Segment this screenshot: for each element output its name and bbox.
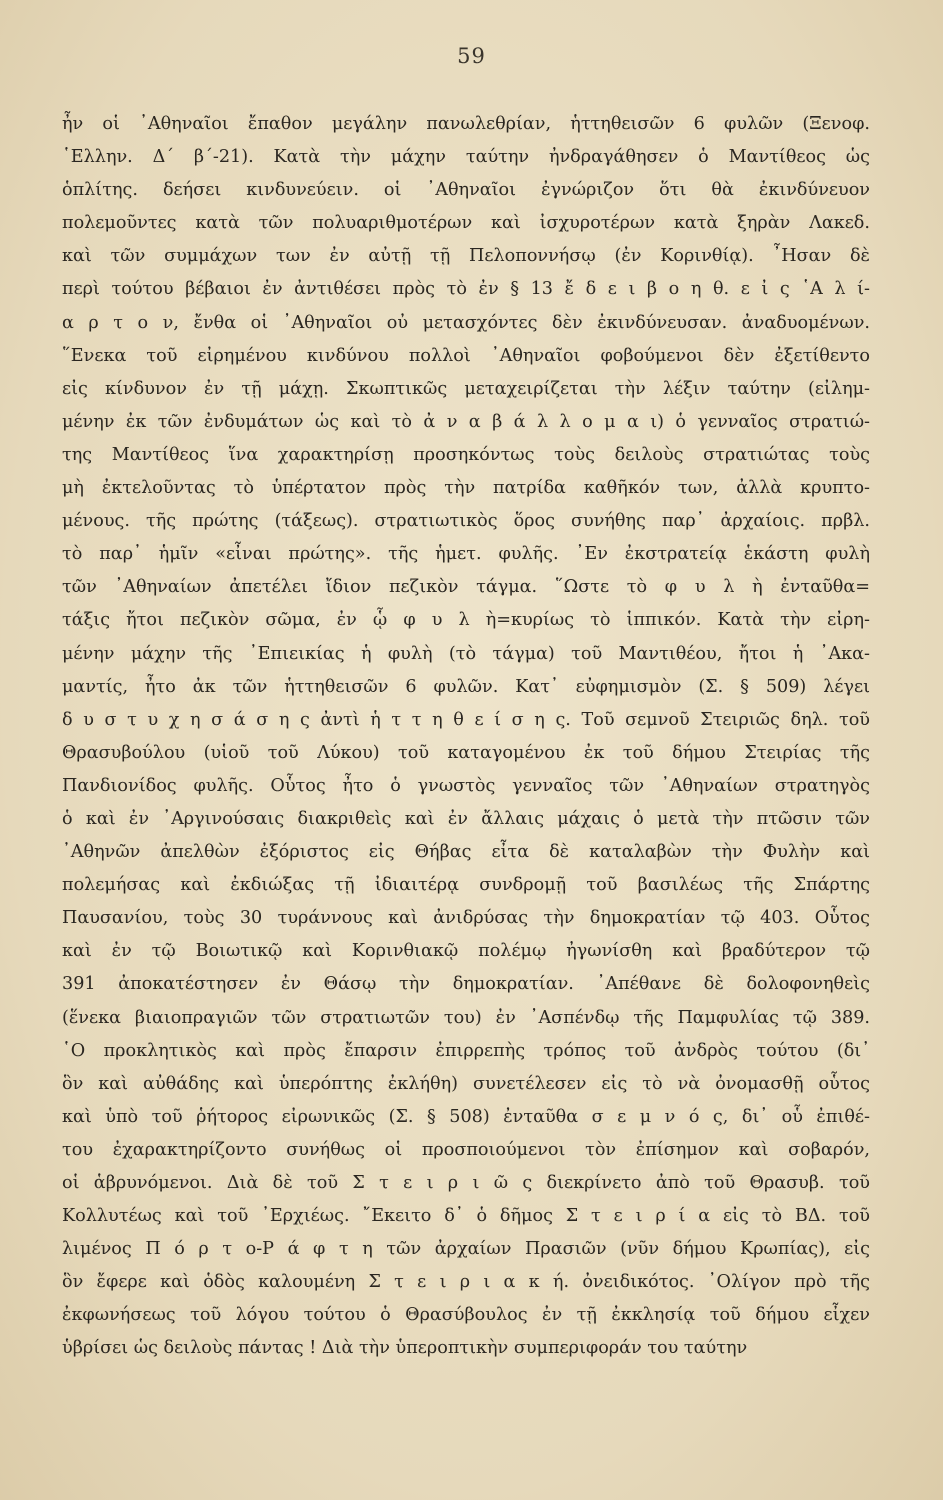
text-line: Παυσανίου, τοὺς 30 τυράννους καὶ ἀνιδρύσας τὴν δημοκρατίαν τῷ 403. Οὗτος xyxy=(62,908,870,929)
text-line: ὑβρίσει ὡς δειλοὺς πάντας ! Διὰ τὴν ὑπεροπτικὴν συμπεριφοράν του ταύτην xyxy=(62,1338,748,1359)
text-line: μένην μάχην τῆς ᾿Επιεικίας ἡ φυλὴ (τὸ τάγμα) τοῦ Μαντιθέου, ἤτοι ἡ ᾿Ακα- xyxy=(62,643,870,664)
text-line: ὁπλίτης. δεήσει κινδυνεύειν. οἱ ᾿Αθηναῖοι ἐγνώριζον ὅτι θὰ ἐκινδύνευον xyxy=(62,180,870,201)
text-line: λιμένος Π ό ρ τ ο-Ρ ά φ τ η τῶν ἀρχαίων Πρασιῶν (νῦν δήμου Κρωπίας), εἰς xyxy=(62,1239,870,1260)
text-line: τὸ παρ᾿ ἡμῖν «εἶναι πρώτης». τῆς ἡμετ. φυλῆς. ᾿Εν ἐκστρατείᾳ ἑκάστη φυλὴ xyxy=(62,544,870,565)
text-line: Κολλυτέως καὶ τοῦ ᾿Ερχιέως. ῎Εκειτο δ᾿ ὁ δῆμος Σ τ ε ι ρ ί α εἰς τὸ ΒΔ. τοῦ xyxy=(62,1206,870,1227)
body-text xyxy=(62,108,870,1366)
text-line: πολεμήσας καὶ ἐκδιώξας τῇ ἰδιαιτέρᾳ συνδρομῇ τοῦ βασιλέως τῆς Σπάρτης xyxy=(62,875,870,896)
text-line: μαντίς, ἦτο ἀκ τῶν ἡττηθεισῶν 6 φυλῶν. Κατ᾿ εὐφημισμὸν (Σ. § 509) λέγει xyxy=(62,676,870,697)
text-line: καὶ τῶν συμμάχων των ἐν αὐτῇ τῇ Πελοποννήσῳ (ἐν Κορινθίᾳ). ῏Ησαν δὲ xyxy=(62,246,870,267)
text-line: Θρασυβούλου (υἱοῦ τοῦ Λύκου) τοῦ καταγομένου ἐκ τοῦ δήμου Στειρίας τῆς xyxy=(62,742,870,763)
text-line: 391 ἀποκατέστησεν ἐν Θάσῳ τὴν δημοκρατίαν. ᾿Απέθανε δὲ δολοφονηθεὶς xyxy=(62,974,870,995)
text-line: πολεμοῦντες κατὰ τῶν πολυαριθμοτέρων καὶ ἰσχυροτέρων κατὰ ξηρὰν Λακεδ. xyxy=(62,213,870,234)
text-line: τῶν ᾿Αθηναίων ἀπετέλει ἴδιον πεζικὸν τάγμα. ῞Ωστε τὸ φ υ λ ὴ ἐνταῦθα= xyxy=(62,577,870,598)
text-line: ῞Ενεκα τοῦ εἰρημένου κινδύνου πολλοὶ ᾿Αθηναῖοι φοβούμενοι δὲν ἐξετίθεντο xyxy=(62,345,870,366)
text-line: μένους. τῆς πρώτης (τάξεως). στρατιωτικὸς ὅρος συνήθης παρ᾿ ἀρχαίοις. πρβλ. xyxy=(62,511,870,532)
text-line: ἦν οἱ ᾿Αθηναῖοι ἔπαθον μεγάλην πανωλεθρίαν, ἡττηθεισῶν 6 φυλῶν (Ξενοφ. xyxy=(62,114,870,134)
text-line: τάξις ἤτοι πεζικὸν σῶμα, ἐν ᾧ φ υ λ ὴ=κυρίως τὸ ἱππικόν. Κατὰ τὴν εἰρη- xyxy=(62,610,870,631)
text-line: της Μαντίθεος ἵνα χαρακτηρίσῃ προσηκόντως τοὺς δειλοὺς στρατιώτας τοὺς xyxy=(62,444,870,465)
text-line: ὃν ἔφερε καὶ ὁδὸς καλουμένη Σ τ ε ι ρ ι α κ ή. ὀνειδικότος. ᾿Ολίγον πρὸ τῆς xyxy=(62,1272,870,1293)
text-line: ὁ καὶ ἐν ᾿Αργινούσαις διακριθεὶς καὶ ἐν ἄλλαις μάχαις ὁ μετὰ τὴν πτῶσιν τῶν xyxy=(62,808,870,829)
text-line: δ υ σ τ υ χ η σ ά σ η ς ἀντὶ ἡ τ τ η θ ε ί σ η ς. Τοῦ σεμνοῦ Στειριῶς δηλ. τοῦ xyxy=(62,709,870,730)
text-line: περὶ τούτου βέβαιοι ἐν ἀντιθέσει πρὸς τὸ ἐν § 13 ἔ δ ε ι β ο η θ. ε ἰ ς ῾Α λ ί- xyxy=(62,279,870,300)
text-line: α ρ τ ο ν, ἔνθα οἱ ᾿Αθηναῖοι οὐ μετασχόντες δὲν ἐκινδύνευσαν. ἀναδυομένων. xyxy=(62,312,870,333)
text-line: μὴ ἐκτελοῦντας τὸ ὑπέρτατον πρὸς τὴν πατρίδα καθῆκόν των, ἀλλὰ κρυπτο- xyxy=(62,478,870,499)
text-line: ῾Ο προκλητικὸς καὶ πρὸς ἔπαρσιν ἐπιρρεπὴς τρόπος τοῦ ἀνδρὸς τούτου (δι᾿ xyxy=(62,1040,870,1061)
text-line: ὃν καὶ αὐθάδης καὶ ὑπερόπτης ἐκλήθη) συνετέλεσεν εἰς τὸ νὰ ὀνομασθῇ οὗτος xyxy=(62,1073,870,1094)
page-number: 59 xyxy=(457,44,486,68)
text-line: του ἐχαρακτηρίζοντο συνήθως οἱ προσποιούμενοι τὸν ἐπίσημον καὶ σοβαρόν, xyxy=(62,1139,870,1160)
text-line: μένην ἐκ τῶν ἐνδυμάτων ὡς καὶ τὸ ἀ ν α β ά λ λ ο μ α ι) ὁ γενναῖος στρατιώ- xyxy=(62,411,870,432)
text-line: ῾Ελλην. Δ΄ β΄-21). Κατὰ τὴν μάχην ταύτην ἠνδραγάθησεν ὁ Μαντίθεος ὡς xyxy=(62,147,870,168)
text-line: ἐκφωνήσεως τοῦ λόγου τούτου ὁ Θρασύβουλος ἐν τῇ ἐκκλησίᾳ τοῦ δήμου εἶχεν xyxy=(62,1305,870,1326)
text-line: καὶ ἐν τῷ Βοιωτικῷ καὶ Κορινθιακῷ πολέμῳ ἠγωνίσθη καὶ βραδύτερον τῷ xyxy=(62,941,870,962)
text-line: (ἕνεκα βιαιοπραγιῶν τῶν στρατιωτῶν του) ἐν ᾿Ασπένδῳ τῆς Παμφυλίας τῷ 389. xyxy=(62,1007,870,1028)
text-line: εἰς κίνδυνον ἐν τῇ μάχῃ. Σκωπτικῶς μεταχειρίζεται τὴν λέξιν ταύτην (εἰλημ- xyxy=(62,378,870,399)
text-line: ᾿Αθηνῶν ἀπελθὼν ἐξόριστος εἰς Θήβας εἶτα δὲ καταλαβὼν τὴν Φυλὴν καὶ xyxy=(62,842,870,863)
text-line: Πανδιονίδος φυλῆς. Οὗτος ἦτο ὁ γνωστὸς γενναῖος τῶν ᾿Αθηναίων στρατηγὸς xyxy=(62,775,870,796)
text-line: καὶ ὑπὸ τοῦ ῥήτορος εἰρωνικῶς (Σ. § 508) ἐνταῦθα σ ε μ ν ό ς, δι᾿ οὗ ἐπιθέ- xyxy=(62,1106,870,1127)
text-line: οἱ ἁβρυνόμενοι. Διὰ δὲ τοῦ Σ τ ε ι ρ ι ῶ ς διεκρίνετο ἀπὸ τοῦ Θρασυβ. τοῦ xyxy=(62,1173,870,1193)
